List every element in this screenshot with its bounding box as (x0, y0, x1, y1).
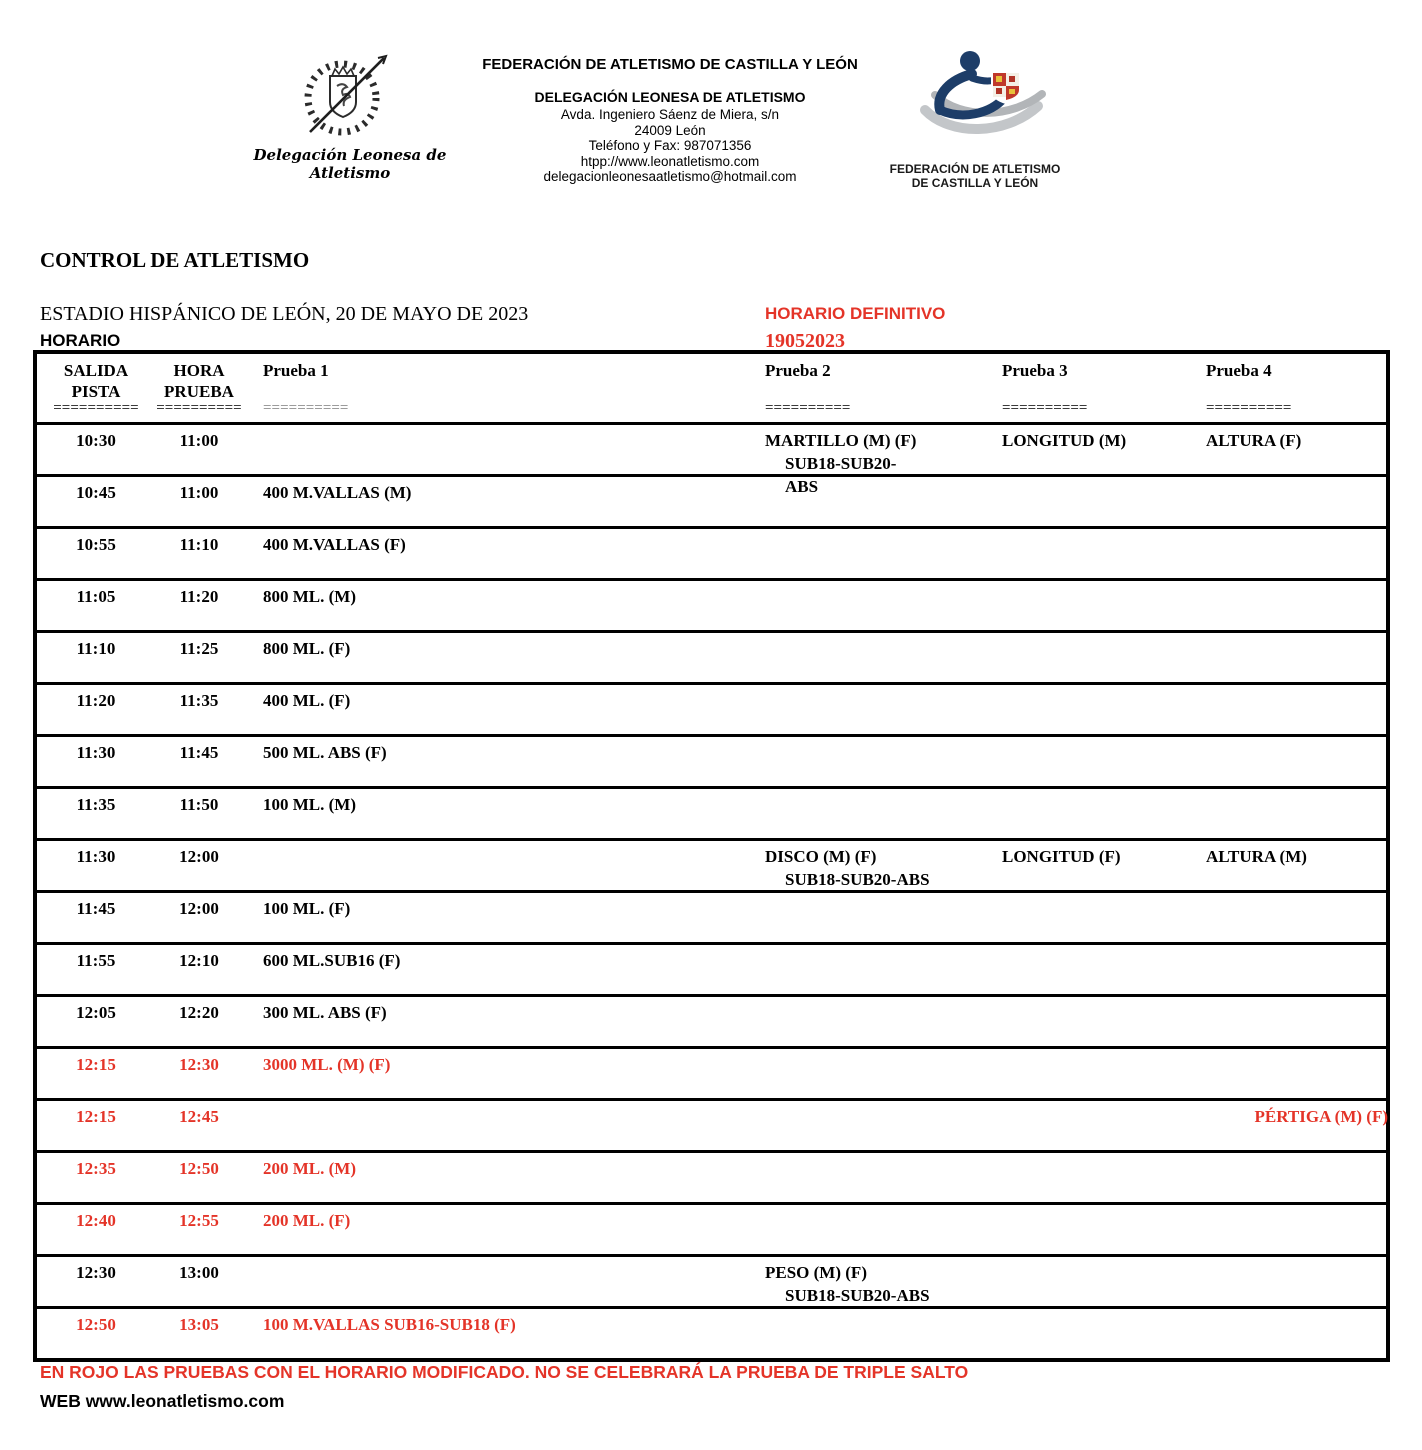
cell-prueba-1: 100 ML. (M) (263, 795, 357, 814)
modified-schedule-note: EN ROJO LAS PRUEBAS CON EL HORARIO MODIFICADO. NO SE CELEBRARÁ LA PRUEBA DE TRIPLE SALTO (40, 1362, 969, 1382)
cell-hora-prueba: 11:50 (179, 795, 219, 814)
header-prueba-4: Prueba 4 (1206, 361, 1272, 380)
table-row (37, 1101, 1386, 1153)
facyl-logo (900, 48, 1050, 165)
cell-hora-prueba: 13:05 (179, 1315, 219, 1334)
address-line: 24009 León (634, 122, 706, 138)
cell-prueba-1: 600 ML.SUB16 (F) (263, 951, 401, 970)
cell-hora-prueba: 12:00 (179, 899, 219, 918)
header-prueba-2: Prueba 2 (765, 361, 831, 380)
table-row (37, 997, 1386, 1049)
address-line: Avda. Ingeniero Sáenz de Miera, s/n (560, 107, 780, 122)
cell-prueba-2 (765, 1261, 997, 1307)
cell-prueba-1: 800 ML. (M) (263, 587, 357, 606)
cell-prueba-2-line: SUB18-SUB20-ABS (785, 1286, 930, 1305)
cell-prueba-2-line: PESO (M) (F) (765, 1263, 867, 1282)
address-block (470, 107, 870, 185)
table-row (37, 893, 1386, 945)
cell-prueba-2-line: SUB18-SUB20- (785, 454, 897, 473)
letterhead-center (470, 56, 870, 185)
cell-salida-pista: 12:30 (76, 1263, 116, 1282)
email-line: delegacionleonesaatletismo@hotmail.com (543, 169, 797, 184)
cell-hora-prueba: 12:50 (179, 1159, 219, 1178)
federation-title: FEDERACIÓN DE ATLETISMO DE CASTILLA Y LEÓN (482, 56, 858, 73)
cell-prueba-1: 400 M.VALLAS (F) (263, 535, 406, 554)
cell-prueba-4: ALTURA (M) (1206, 847, 1307, 866)
header-separator: ========== (1206, 400, 1292, 416)
cell-prueba-1: 500 ML. ABS (F) (263, 743, 387, 762)
cell-salida-pista: 11:45 (76, 899, 116, 918)
cell-salida-pista: 11:55 (76, 951, 116, 970)
address-line: Teléfono y Fax: 987071356 (588, 138, 752, 153)
laurel-shield-javelin-icon (292, 50, 396, 146)
delegation-title: DELEGACIÓN LEONESA DE ATLETISMO (534, 89, 806, 105)
header-separator: ========== (156, 400, 242, 416)
cell-salida-pista: 12:40 (76, 1211, 116, 1230)
header-separator: ========== (53, 400, 139, 416)
schedule-table (33, 350, 1390, 1362)
horario-label: HORARIO (40, 331, 121, 350)
cell-prueba-1: 100 ML. (F) (263, 899, 351, 918)
cell-salida-pista: 10:30 (76, 431, 116, 450)
header-prueba-1: Prueba 1 (263, 361, 329, 380)
cell-prueba-1: 800 ML. (F) (263, 639, 351, 658)
shield-icon (330, 76, 356, 117)
runner-logo-icon (900, 48, 1050, 160)
table-row (37, 581, 1386, 633)
left-logo-caption: Delegación Leonesa de Atletismo (253, 146, 447, 182)
cell-salida-pista: 10:55 (76, 535, 116, 554)
cell-salida-pista: 12:35 (76, 1159, 116, 1178)
castilla-leon-shield-icon (992, 72, 1020, 103)
cell-prueba-1: 200 ML. (F) (263, 1211, 351, 1230)
cell-salida-pista: 11:30 (76, 847, 116, 866)
runner-head-icon (960, 51, 980, 71)
cell-hora-prueba: 11:25 (179, 639, 219, 658)
header-separator: ========== (1002, 400, 1088, 416)
table-row (37, 1309, 1386, 1358)
cell-salida-pista: 11:20 (76, 691, 116, 710)
cell-hora-prueba: 11:20 (179, 587, 219, 606)
crown-icon (332, 67, 354, 76)
header-line: PISTA (71, 382, 121, 401)
cell-hora-prueba: 12:10 (179, 951, 219, 970)
table-row (37, 633, 1386, 685)
cell-prueba-3: LONGITUD (M) (1002, 431, 1127, 450)
delegacion-leonesa-emblem (292, 50, 396, 151)
cell-prueba-4: ALTURA (F) (1206, 431, 1302, 450)
cell-hora-prueba: 11:00 (179, 483, 219, 502)
header-line: HORA (173, 361, 225, 380)
cell-prueba-1: 300 ML. ABS (F) (263, 1003, 387, 1022)
cell-prueba-2-line: ABS (785, 477, 819, 496)
cell-prueba-2-line: MARTILLO (M) (F) (765, 431, 917, 450)
cell-hora-prueba: 13:00 (179, 1263, 219, 1282)
table-row (37, 841, 1386, 893)
venue-date-line: ESTADIO HISPÁNICO DE LEÓN, 20 DE MAYO DE 2023 (40, 303, 529, 325)
cell-salida-pista: 11:30 (76, 743, 116, 762)
cell-hora-prueba: 12:30 (179, 1055, 219, 1074)
cell-prueba-1: 400 M.VALLAS (M) (263, 483, 412, 502)
table-body (37, 425, 1386, 1358)
cell-salida-pista: 11:05 (76, 587, 116, 606)
cell-prueba-1: 200 ML. (M) (263, 1159, 357, 1178)
cell-prueba-2-line: DISCO (M) (F) (765, 847, 877, 866)
cell-salida-pista: 11:35 (76, 795, 116, 814)
web-address-line: WEB www.leonatletismo.com (40, 1391, 285, 1411)
table-row (37, 789, 1386, 841)
website-line: htpp://www.leonatletismo.com (580, 153, 760, 169)
definitive-schedule-label: HORARIO DEFINITIVO (765, 304, 946, 323)
header-line: SALIDA (63, 361, 129, 380)
header-separator: ========== (263, 400, 349, 416)
cell-prueba-1: 3000 ML. (M) (F) (263, 1055, 391, 1074)
header-separator: ========== (765, 400, 851, 416)
cell-hora-prueba: 11:00 (179, 431, 219, 450)
right-logo-caption-line: DE CASTILLA Y LEÓN (911, 176, 1039, 190)
table-row (37, 1205, 1386, 1257)
table-row (37, 1257, 1386, 1309)
cell-prueba-4: PÉRTIGA (M) (F) (1254, 1107, 1388, 1126)
cell-hora-prueba: 12:55 (179, 1211, 219, 1230)
cell-prueba-1: 100 M.VALLAS SUB16-SUB18 (F) (263, 1315, 516, 1334)
cell-hora-prueba: 11:10 (179, 535, 219, 554)
table-row (37, 529, 1386, 581)
table-row (37, 1153, 1386, 1205)
cell-prueba-2 (765, 845, 997, 891)
table-row (37, 477, 1386, 529)
table-row (37, 1049, 1386, 1101)
cell-salida-pista: 12:15 (76, 1055, 116, 1074)
right-logo-caption (875, 162, 1075, 190)
cell-hora-prueba: 12:20 (179, 1003, 219, 1022)
table-header-row (37, 354, 1386, 425)
cell-prueba-3: LONGITUD (F) (1002, 847, 1121, 866)
cell-salida-pista: 12:05 (76, 1003, 116, 1022)
header-hora-prueba (140, 360, 258, 402)
cell-hora-prueba: 11:45 (179, 743, 219, 762)
header-prueba-3: Prueba 3 (1002, 361, 1068, 380)
cell-hora-prueba: 12:00 (179, 847, 219, 866)
table-row (37, 945, 1386, 997)
cell-prueba-1: 400 ML. (F) (263, 691, 351, 710)
cell-prueba-2-line: SUB18-SUB20-ABS (785, 870, 930, 889)
cell-salida-pista: 12:50 (76, 1315, 116, 1334)
cell-salida-pista: 11:10 (76, 639, 116, 658)
table-row (37, 685, 1386, 737)
definitive-schedule-date: 19052023 (765, 330, 845, 352)
cell-hora-prueba: 11:35 (179, 691, 219, 710)
right-logo-caption-line: FEDERACIÓN DE ATLETISMO (889, 162, 1061, 176)
header-line: PRUEBA (164, 382, 234, 401)
page-title: CONTROL DE ATLETISMO (40, 248, 310, 272)
cell-hora-prueba: 12:45 (179, 1107, 219, 1126)
table-row (37, 737, 1386, 789)
header-salida-pista (37, 360, 155, 402)
cell-salida-pista: 12:15 (76, 1107, 116, 1126)
cell-salida-pista: 10:45 (76, 483, 116, 502)
